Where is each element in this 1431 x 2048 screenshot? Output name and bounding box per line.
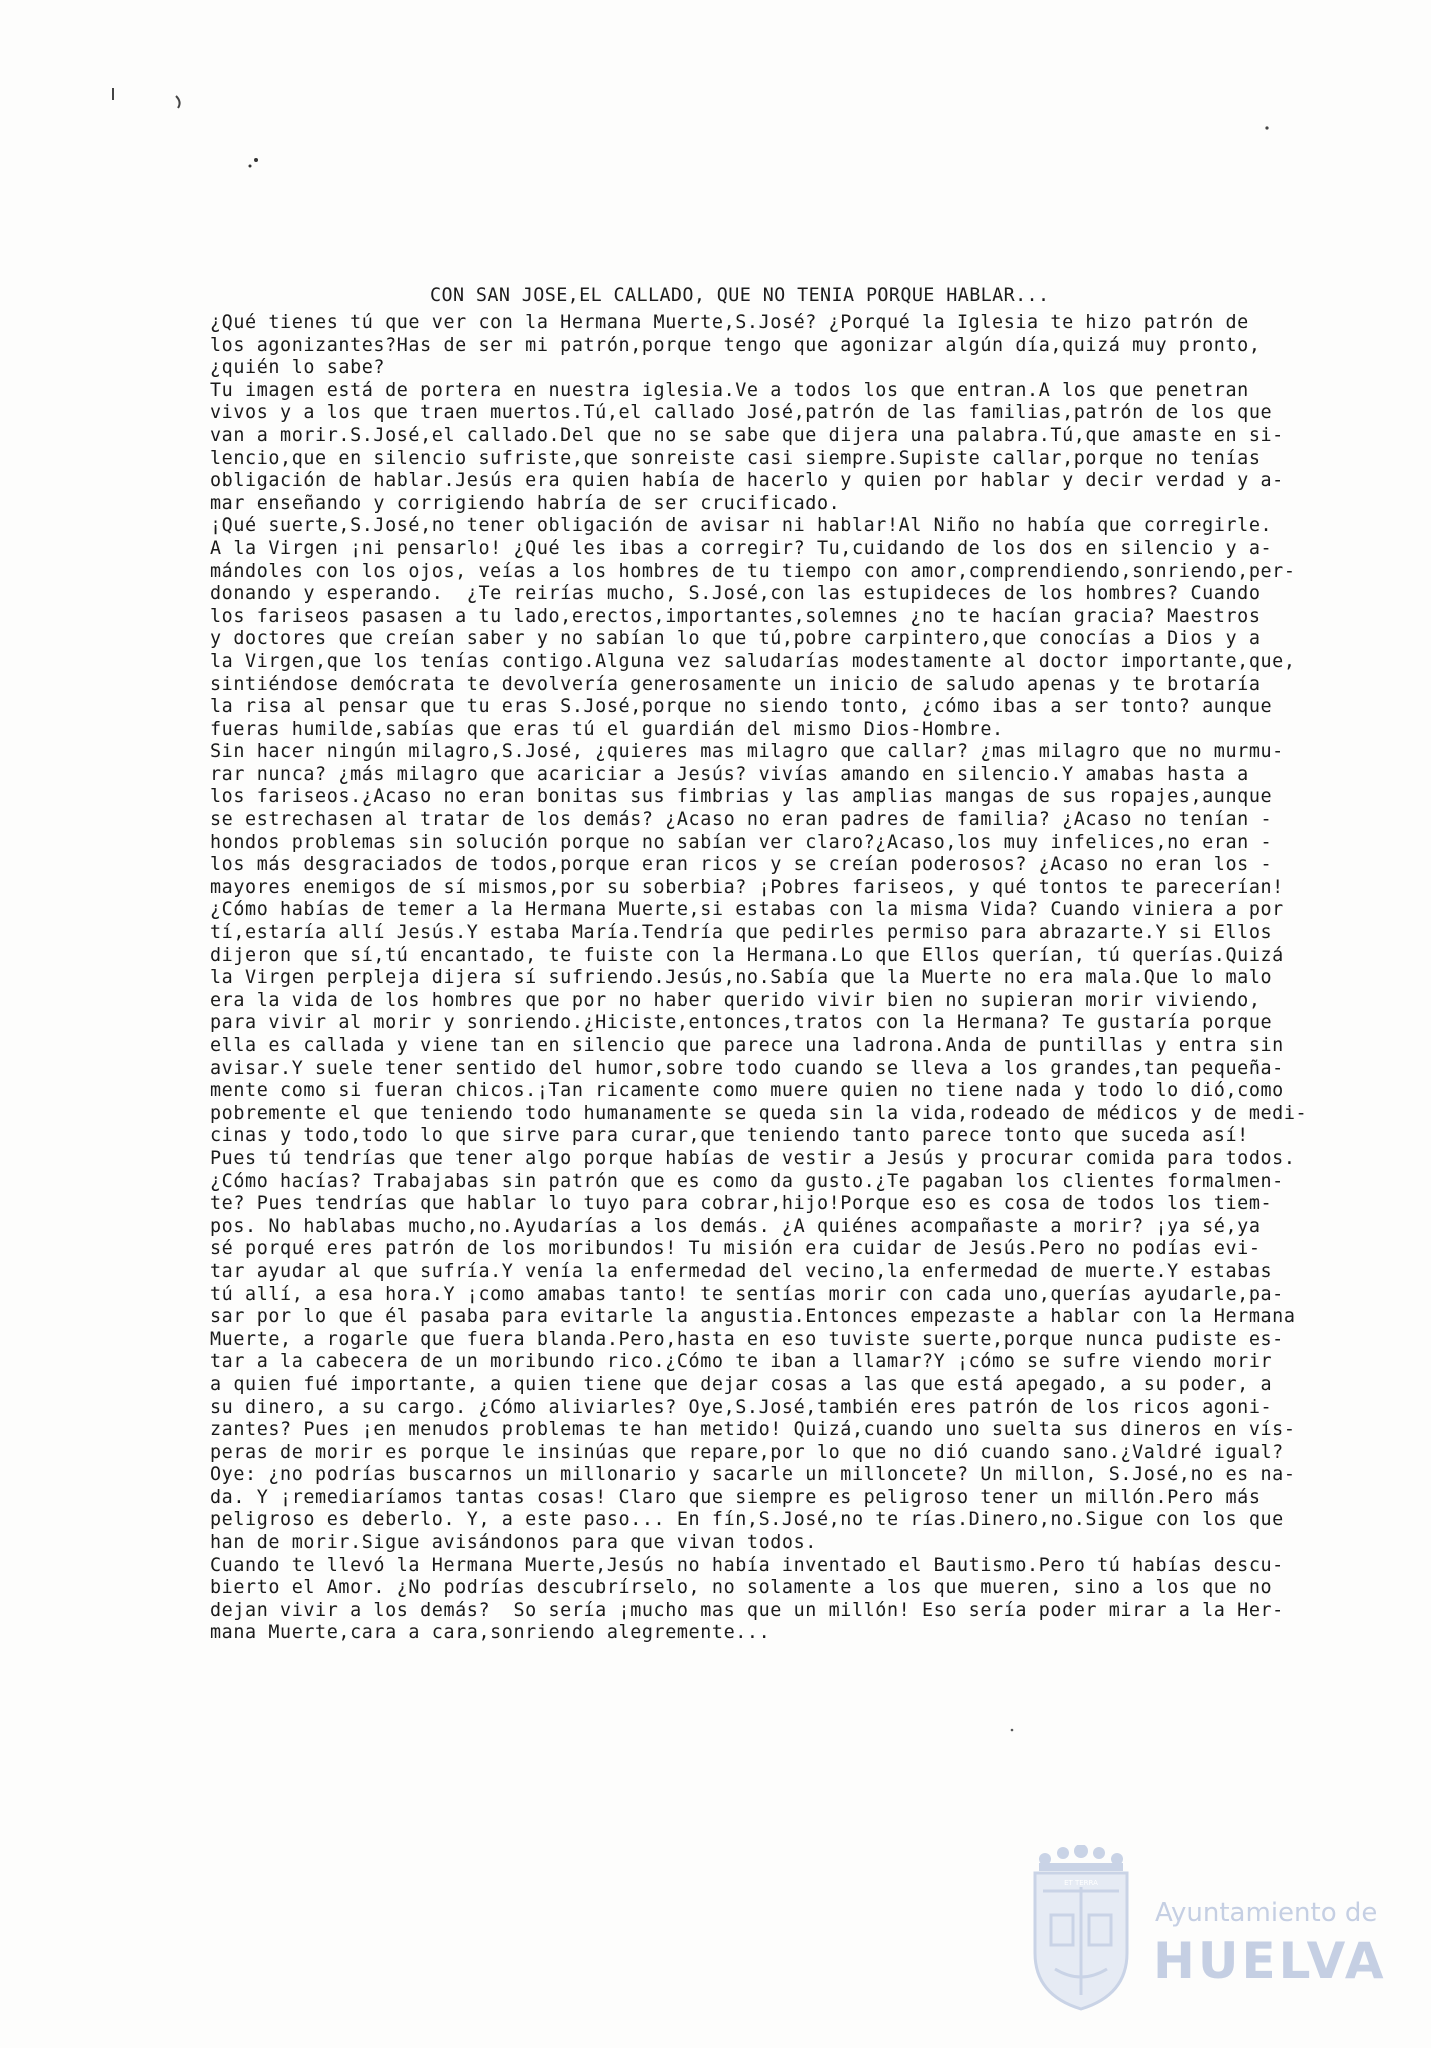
text-line: ¡Qué suerte,S.José,no tener obligación de avisar ni hablar!Al Niño no había que corregirle.: [210, 515, 1273, 537]
text-line: tar a la cabecera de un moribundo rico.¿Cómo te iban a llamar?Y ¡cómo se sufre viendo morir: [210, 1351, 1273, 1373]
text-line: Tu imagen está de portera en nuestra iglesia.Ve a todos los que entran.A los que penetran: [210, 379, 1249, 401]
text-line: ¿Qué tienes tú que ver con la Hermana Muerte,S.José? ¿Porqué la Iglesia te hizo patrón de: [210, 312, 1249, 333]
text-line: pobremente el que teniendo todo humanamente se queda sin la vida,rodeado de médicos y de medi-: [210, 1102, 1308, 1124]
text-line: sar por lo que él pasaba para evitarle la angustia.Entonces empezaste a hablar con la Hermana: [210, 1306, 1296, 1328]
text-line: cinas y todo,todo lo que sirve para curar,que teniendo tanto parece tonto que suceda así!: [210, 1125, 1249, 1147]
shield-text: ET TERRA: [1064, 1879, 1098, 1887]
text-line: ella es callada y viene tan en silencio que parece una ladrona.Anda de puntillas y entra sin: [210, 1035, 1284, 1056]
text-line: te? Pues tendrías que hablar lo tuyo para cobrar,hijo!Porque eso es cosa de todos los tiem-: [210, 1193, 1273, 1215]
text-line: a quien fué importante, a quien tiene que dejar cosas a las que está apegado, a su poder, a: [210, 1373, 1273, 1395]
text-line: ¿Cómo hacías? Trabajabas sin patrón que es como da gusto.¿Te pagaban los clientes formalmen-: [210, 1170, 1284, 1192]
text-line: vivos y a los que traen muertos.Tú,el callado José,patrón de las familias,patrón de los que: [210, 402, 1273, 424]
text-line: tí,estaría allí Jesús.Y estaba María.Tendría que pedirles permiso para abrazarte.Y si Ellos: [210, 922, 1273, 944]
text-line: los más desgraciados de todos,porque eran ricos y se creían poderosos? ¿Acaso no eran los -: [210, 854, 1273, 876]
document-title: CON SAN JOSE,EL CALLADO, QUE NO TENIA PORQUE HABLAR...: [430, 285, 1050, 306]
text-line: avisar.Y suele tener sentido del humor,sobre todo cuando se lleva a los grandes,tan pequeña-: [210, 1057, 1284, 1079]
text-line: zantes? Pues ¡en menudos problemas te han metido! Quizá,cuando uno suelta sus dineros en vís-: [210, 1419, 1296, 1441]
text-line: bierto el Amor. ¿No podrías descubrírselo, no solamente a los que mueren, sino a los que no: [210, 1577, 1273, 1599]
text-line: Cuando te llevó la Hermana Muerte,Jesús no había inventado el Bautismo.Pero tú habías descu-: [210, 1554, 1284, 1576]
text-line: la risa al pensar que tu eras S.José,porque no siendo tonto, ¿cómo ibas a ser tonto? aunque: [210, 696, 1273, 718]
text-line: dejan vivir a los demás? So sería ¡mucho mas que un millón! Eso sería poder mirar a la Her-: [210, 1599, 1284, 1621]
text-line: rar nunca? ¿más milagro que acariciar a Jesús? vivías amando en silencio.Y amabas hasta a: [210, 763, 1249, 785]
text-line: Muerte, a rogarle que fuera blanda.Pero,hasta en eso tuviste suerte,porque nunca pudiste es-: [210, 1328, 1284, 1350]
text-line: ¿Cómo habías de temer a la Hermana Muerte,si estabas con la misma Vida? Cuando viniera a por: [210, 899, 1284, 921]
text-line: peligroso es deberlo. Y, a este paso... En fín,S.José,no te rías.Dinero,no.Sigue con los que: [210, 1509, 1284, 1531]
text-line: dijeron que sí,tú encantado, te fuiste con la Hermana.Lo que Ellos querían, tú querías.Quizá: [210, 944, 1284, 966]
text-line: era la vida de los hombres que por no haber querido vivir bien no supieran morir viviendo,: [210, 989, 1261, 1011]
document-body: [210, 312, 1330, 1645]
text-line: tú allí, a esa hora.Y ¡como amabas tanto! te sentías morir con cada uno,querías ayudarle,pa-: [210, 1283, 1284, 1305]
watermark-line2: HUELVA: [1153, 1932, 1387, 1990]
text-line: y doctores que creían saber y no sabían lo que tú,pobre carpintero,que conocías a Dios y a: [210, 628, 1261, 650]
text-line: sé porqué eres patrón de los moribundos! Tu misión era cuidar de Jesús.Pero no podías evi-: [210, 1238, 1261, 1260]
text-line: los fariseos.¿Acaso no eran bonitas sus fimbrias y las amplias mangas de sus ropajes,aunque: [210, 786, 1273, 808]
text-line: sintiéndose demócrata te devolvería generosamente un inicio de saludo apenas y te brotaría: [210, 673, 1261, 695]
text-line: lencio,que en silencio sufriste,que sonreiste casi siempre.Supiste callar,porque no tenías: [210, 447, 1261, 469]
text-line: pos. No hablabas mucho,no.Ayudarías a los demás. ¿A quiénes acompañaste a morir? ¡ya sé,ya: [210, 1215, 1261, 1237]
text-line: mar enseñando y corrigiendo habría de ser crucificado.: [210, 492, 841, 514]
text-line: ¿quién lo sabe?: [210, 357, 386, 379]
text-line: Oye: ¿no podrías buscarnos un millonario y sacarle un milloncete? Un millon, S.José,no es na-: [210, 1464, 1296, 1486]
text-line: Pues tú tendrías que tener algo porque habías de vestir a Jesús y procurar comida para todos.: [210, 1147, 1296, 1169]
text-line: fueras humilde,sabías que eras tú el guardián del mismo Dios-Hombre.: [210, 718, 1004, 740]
text-line: peras de morir es porque le insinúas que repare,por lo que no dió cuando sano.¿Valdré igual?: [210, 1441, 1284, 1463]
text-line: mayores enemigos de sí mismos,por su soberbia? ¡Pobres fariseos, y qué tontos te parecerían!: [210, 876, 1284, 898]
text-line: los agonizantes?Has de ser mi patrón,porque tengo que agonizar algún día,quizá muy pronto,: [210, 334, 1261, 356]
text-line: tar ayudar al que sufría.Y venía la enfermedad del vecino,la enfermedad de muerte.Y estabas: [210, 1260, 1273, 1282]
text-line: da. Y ¡remediaríamos tantas cosas! Claro que siempre es peligroso tener un millón.Pero más: [210, 1486, 1261, 1508]
text-line: la Virgen,que los tenías contigo.Alguna vez saludarías modestamente al doctor importante,que,: [210, 650, 1296, 672]
watermark-line1: Ayuntamiento de: [1155, 1898, 1378, 1928]
text-line: mándoles con los ojos, veías a los hombres de tu tiempo con amor,comprendiendo,sonriendo,per-: [210, 560, 1296, 582]
text-line: los fariseos pasasen a tu lado,erectos,importantes,solemnes ¿no te hacían gracia? Maestros: [210, 605, 1261, 627]
text-line: A la Virgen ¡ni pensarlo! ¿Qué les ibas a corregir? Tu,cuidando de los dos en silencio y a-: [210, 537, 1273, 559]
text-line: mana Muerte,cara a cara,sonriendo alegremente...: [210, 1622, 771, 1644]
text-line: obligación de hablar.Jesús era quien había de hacerlo y quien por hablar y decir verdad y a-: [210, 470, 1284, 492]
text-line: la Virgen perpleja dijera sí sufriendo.Jesús,no.Sabía que la Muerte no era mala.Que lo malo: [210, 967, 1273, 989]
text-line: mente como si fueran chicos.¡Tan ricamente como muere quien no tiene nada y todo lo dió,como: [210, 1080, 1284, 1102]
text-line: para vivir al morir y sonriendo.¿Hiciste,entonces,tratos con la Hermana? Te gustaría porque: [210, 1012, 1273, 1034]
text-line: han de morir.Sigue avisándonos para que vivan todos.: [210, 1532, 817, 1554]
text-line: su dinero, a su cargo. ¿Cómo aliviarles? Oye,S.José,también eres patrón de los ricos agoni-: [210, 1396, 1273, 1418]
text-line: van a morir.S.José,el callado.Del que no se sabe que dijera una palabra.Tú,que amaste en si-: [210, 424, 1284, 446]
text-line: hondos problemas sin solución porque no sabían ver claro?¿Acaso,los muy infelices,no eran -: [210, 831, 1273, 853]
text-line: se estrechasen al tratar de los demás? ¿Acaso no eran padres de familia? ¿Acaso no tenían -: [210, 809, 1273, 831]
text-line: Sin hacer ningún milagro,S.José, ¿quieres mas milagro que callar? ¿mas milagro que no murmu-: [210, 741, 1284, 763]
text-line: donando y esperando. ¿Te reirías mucho, S.José,con las estupideces de los hombres? Cuando: [210, 583, 1261, 605]
